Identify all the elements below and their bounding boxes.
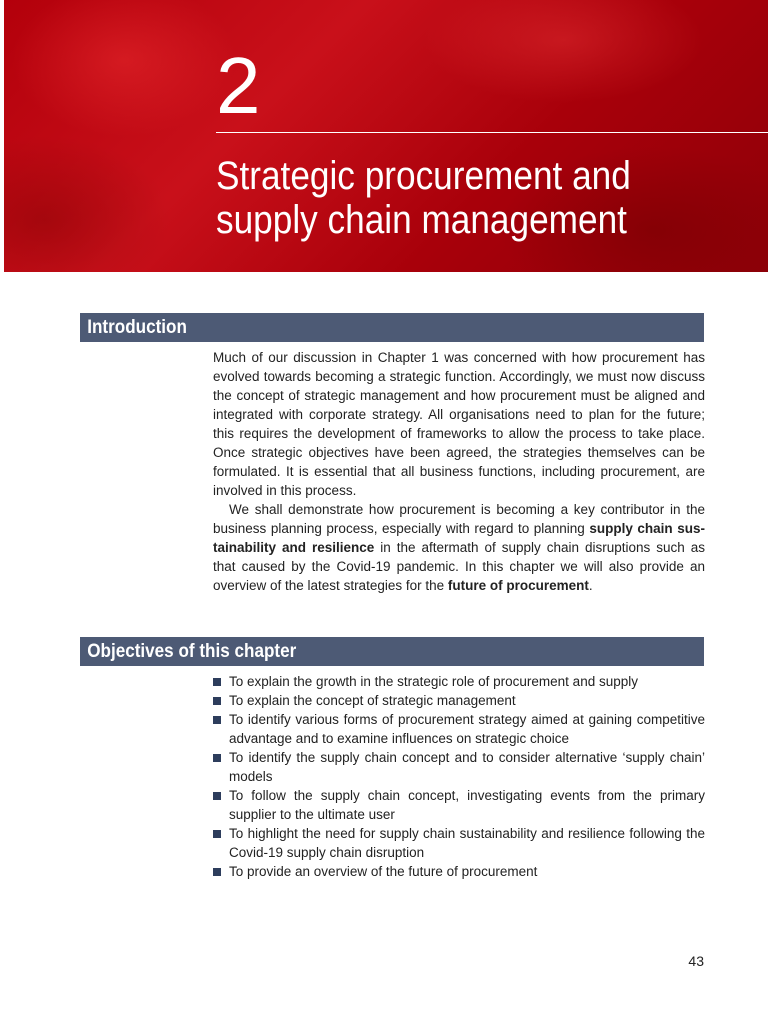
- introduction-heading: Introduction: [87, 317, 187, 338]
- chapter-title: [216, 154, 674, 242]
- chapter-number: 2: [216, 41, 261, 130]
- square-bullet-icon: [213, 792, 221, 800]
- square-bullet-icon: [213, 754, 221, 762]
- objectives-list: [213, 672, 705, 881]
- introduction-body: [213, 348, 705, 595]
- objective-text: To provide an overview of the future of procurement: [229, 864, 538, 879]
- square-bullet-icon: [213, 868, 221, 876]
- objective-item: [213, 824, 705, 862]
- objective-item: [213, 786, 705, 824]
- objective-text: To identify various forms of procurement strategy aimed at gaining competitive advantage and to examine influences on strategic choice: [229, 712, 705, 746]
- objective-item: [213, 672, 705, 691]
- objectives-heading-bar: [80, 637, 704, 666]
- objective-text: To explain the growth in the strategic role of procurement and supply: [229, 674, 638, 689]
- banner-divider: [216, 132, 768, 133]
- paragraph-text: .: [588, 578, 593, 593]
- key-term-sustainability: supply chain sustainability and resilience: [213, 521, 705, 555]
- paragraph-text: We shall demonstrate how procurement is becoming a key contributor in the business planning process, especially with regard to planning: [213, 502, 705, 536]
- page-number: 43: [688, 953, 704, 969]
- introduction-paragraph-2: [213, 500, 705, 595]
- objective-text: To highlight the need for supply chain sustainability and resilience following the Covid-19 supply chain disruption: [229, 826, 705, 860]
- introduction-heading-bar: [80, 313, 704, 342]
- square-bullet-icon: [213, 830, 221, 838]
- objective-item: [213, 862, 705, 881]
- square-bullet-icon: [213, 678, 221, 686]
- objective-text: To explain the concept of strategic management: [229, 693, 516, 708]
- chapter-banner: [4, 0, 768, 272]
- objective-item: [213, 748, 705, 786]
- paragraph-text: in the aftermath of supply chain disruptions such as that caused by the Covid-19 pandemic. In this chapter we will also provide an overview of the latest strategies for the: [213, 540, 705, 593]
- objectives-heading: Objectives of this chapter: [87, 641, 297, 662]
- objective-item: [213, 710, 705, 748]
- introduction-paragraph-1: Much of our discussion in Chapter 1 was concerned with how procurement has evolved towards becoming a strategic function. Accordingly, we must now discuss the concept of strategic management and how procurement must be aligned and integrated with corporate strategy. All organisations need to plan for the future; this requires the development of frameworks to allow the process to take place. Once strategic objectives have been agreed, the strategies themselves can be formulated. It is essential that all business functions, including procurement, are involved in this process.: [213, 350, 705, 498]
- objective-text: To follow the supply chain concept, investigating events from the primary supplier to the ultimate user: [229, 788, 705, 822]
- objective-item: [213, 691, 705, 710]
- square-bullet-icon: [213, 716, 221, 724]
- objective-text: To identify the supply chain concept and to consider alternative ‘supply chain’ models: [229, 750, 705, 784]
- chapter-title-line2: supply chain management: [216, 198, 627, 242]
- key-term-future-procurement: future of procurement: [447, 578, 589, 593]
- chapter-title-line1: Strategic procurement and: [216, 154, 631, 198]
- square-bullet-icon: [213, 697, 221, 705]
